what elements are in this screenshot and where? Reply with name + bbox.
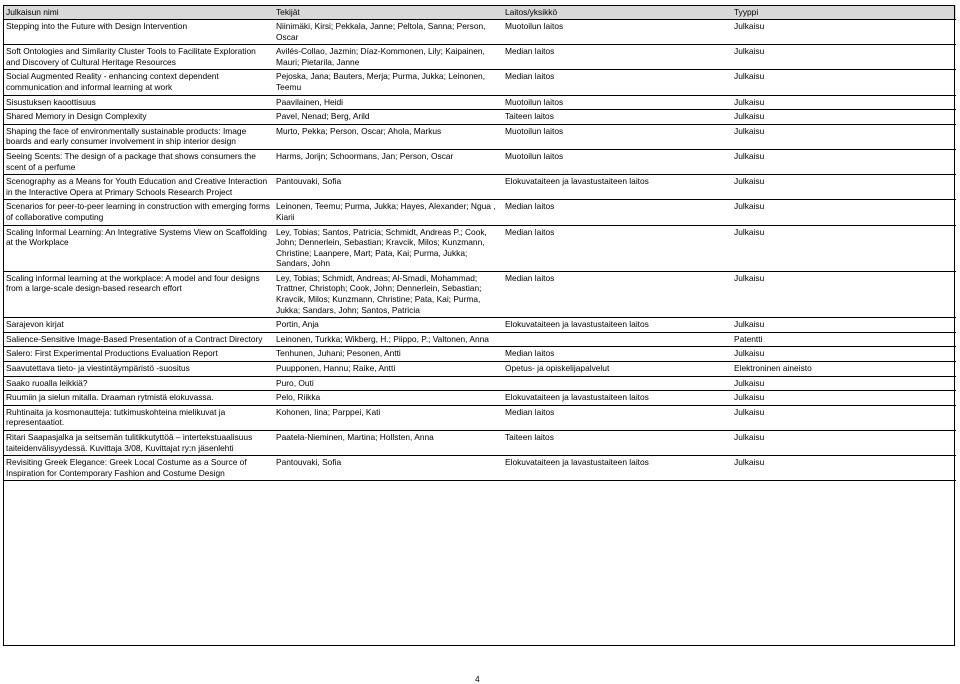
table-row: [3, 45, 956, 70]
cell-authors: Pelo, Riikka: [273, 391, 502, 406]
cell-type: Julkaisu: [731, 95, 956, 110]
cell-unit: Elokuvataiteen ja lavastustaiteen laitos: [502, 175, 731, 200]
cell-type: Julkaisu: [731, 200, 956, 225]
cell-title: Shared Memory in Design Complexity: [3, 110, 273, 125]
table-row: [3, 70, 956, 95]
table-row: [3, 225, 956, 271]
cell-type: Julkaisu: [731, 45, 956, 70]
cell-unit: Opetus- ja opiskelijapalvelut: [502, 362, 731, 377]
table-row: [3, 318, 956, 333]
cell-authors: Puupponen, Hannu; Raike, Antti: [273, 362, 502, 377]
table-row: [3, 456, 956, 481]
cell-unit: Median laitos: [502, 271, 731, 317]
cell-type: Julkaisu: [731, 376, 956, 391]
cell-unit: Muotoilun laitos: [502, 149, 731, 174]
table-row: [3, 405, 956, 430]
cell-type: Julkaisu: [731, 110, 956, 125]
table-row: [3, 332, 956, 347]
cell-type: Julkaisu: [731, 124, 956, 149]
cell-title: Soft Ontologies and Similarity Cluster Tools to Facilitate Exploration and Discovery of Cultural Heritage Resources: [3, 45, 273, 70]
cell-unit: Median laitos: [502, 70, 731, 95]
cell-authors: Leinonen, Turkka; Wikberg, H.; Piippo, P.; Valtonen, Anna: [273, 332, 502, 347]
cell-unit: Median laitos: [502, 200, 731, 225]
column-header-title: Julkaisun nimi: [3, 5, 273, 20]
cell-type: Julkaisu: [731, 271, 956, 317]
cell-title: Ruumiin ja sielun mitalla. Draaman rytmistä elokuvassa.: [3, 391, 273, 406]
cell-type: Elektroninen aineisto: [731, 362, 956, 377]
table-row: [3, 175, 956, 200]
cell-type: Julkaisu: [731, 149, 956, 174]
cell-unit: [502, 332, 731, 347]
table-row: [3, 376, 956, 391]
table-body: [3, 20, 956, 481]
table-row: [3, 124, 956, 149]
cell-unit: Muotoilun laitos: [502, 124, 731, 149]
page-number: 4: [475, 674, 480, 684]
cell-type: Patentti: [731, 332, 956, 347]
cell-unit: Median laitos: [502, 347, 731, 362]
cell-authors: Pejoska, Jana; Bauters, Merja; Purma, Jukka; Leinonen, Teemu: [273, 70, 502, 95]
cell-authors: Harms, Jorijn; Schoormans, Jan; Person, Oscar: [273, 149, 502, 174]
cell-title: Salero: First Experimental Productions Evaluation Report: [3, 347, 273, 362]
cell-unit: Median laitos: [502, 405, 731, 430]
table-row: [3, 95, 956, 110]
cell-authors: Kohonen, Iina; Parppei, Kati: [273, 405, 502, 430]
cell-authors: Pantouvaki, Sofia: [273, 175, 502, 200]
table-row: [3, 347, 956, 362]
cell-title: Saako ruoalla leikkiä?: [3, 376, 273, 391]
cell-title: Stepping into the Future with Design Intervention: [3, 20, 273, 45]
cell-type: Julkaisu: [731, 318, 956, 333]
cell-type: Julkaisu: [731, 347, 956, 362]
cell-title: Salience-Sensitive Image-Based Presentation of a Contract Directory: [3, 332, 273, 347]
cell-unit: [502, 376, 731, 391]
cell-title: Scaling Informal Learning: An Integrative Systems View on Scaffolding at the Workplace: [3, 225, 273, 271]
publications-table: [3, 5, 956, 481]
cell-unit: Muotoilun laitos: [502, 95, 731, 110]
table-row: [3, 110, 956, 125]
cell-authors: Leinonen, Teemu; Purma, Jukka; Hayes, Alexander; Ngua , Kiarii: [273, 200, 502, 225]
cell-unit: Elokuvataiteen ja lavastustaiteen laitos: [502, 456, 731, 481]
table-row: [3, 271, 956, 317]
cell-authors: Pantouvaki, Sofia: [273, 456, 502, 481]
table-header-row: [3, 5, 956, 20]
table-row: [3, 200, 956, 225]
cell-title: Saavutettava tieto- ja viestintäympäristö -suositus: [3, 362, 273, 377]
column-header-authors: Tekijät: [273, 5, 502, 20]
table-row: [3, 149, 956, 174]
cell-title: Ruhtinaita ja kosmonautteja: tutkimuskohteina mielikuvat ja representaatiot.: [3, 405, 273, 430]
cell-unit: Elokuvataiteen ja lavastustaiteen laitos: [502, 391, 731, 406]
cell-authors: Paatela-Nieminen, Martina; Hollsten, Anna: [273, 431, 502, 456]
cell-title: Sarajevon kirjat: [3, 318, 273, 333]
cell-authors: Murto, Pekka; Person, Oscar; Ahola, Markus: [273, 124, 502, 149]
table-row: [3, 362, 956, 377]
cell-title: Shaping the face of environmentally sustainable products: Image boards and early consumer involvement in ship interior design: [3, 124, 273, 149]
cell-unit: Taiteen laitos: [502, 110, 731, 125]
cell-unit: Median laitos: [502, 225, 731, 271]
cell-authors: Avilés-Collao, Jazmin; Díaz-Kommonen, Lily; Kaipainen, Mauri; Pietarila, Janne: [273, 45, 502, 70]
cell-authors: Tenhunen, Juhani; Pesonen, Antti: [273, 347, 502, 362]
cell-type: Julkaisu: [731, 70, 956, 95]
cell-unit: Median laitos: [502, 45, 731, 70]
cell-authors: Pavel, Nenad; Berg, Arild: [273, 110, 502, 125]
cell-type: Julkaisu: [731, 175, 956, 200]
cell-authors: Ley, Tobias; Santos, Patricia; Schmidt, Andreas P.; Cook, John; Dennerlein, Sebastian; Kravcik, Milos; Kunzmann, Christine; Laanpere, Mart; Pata, Kai; Purma, Jukka; Sandars, John: [273, 225, 502, 271]
cell-authors: Paavilainen, Heidi: [273, 95, 502, 110]
cell-title: Scenarios for peer-to-peer learning in construction with emerging forms of collaborative computing: [3, 200, 273, 225]
cell-unit: Muotoilun laitos: [502, 20, 731, 45]
table-row: [3, 391, 956, 406]
cell-type: Julkaisu: [731, 225, 956, 271]
cell-type: Julkaisu: [731, 20, 956, 45]
cell-title: Sisustuksen kaoottisuus: [3, 95, 273, 110]
cell-type: Julkaisu: [731, 431, 956, 456]
cell-title: Scenography as a Means for Youth Education and Creative Interaction in the Interactive Opera at Primary Schools Research Project: [3, 175, 273, 200]
cell-type: Julkaisu: [731, 391, 956, 406]
column-header-unit: Laitos/yksikkö: [502, 5, 731, 20]
table-row: [3, 20, 956, 45]
cell-title: Seeing Scents: The design of a package that shows consumers the scent of a perfume: [3, 149, 273, 174]
cell-title: Scaling informal learning at the workplace: A model and four designs from a large-scale design-based research effort: [3, 271, 273, 317]
cell-title: Ritari Saapasjalka ja seitsemän tulitikkutyttöä – intertekstuaalisuus taiteidenvälisyydessä. Kuvittaja 3/08, Kuvittajat ry:n jäsenlehti: [3, 431, 273, 456]
cell-title: Social Augmented Reality - enhancing context dependent communication and informal learning at work: [3, 70, 273, 95]
cell-authors: Niinimäki, Kirsi; Pekkala, Janne; Peltola, Sanna; Person, Oscar: [273, 20, 502, 45]
cell-unit: Elokuvataiteen ja lavastustaiteen laitos: [502, 318, 731, 333]
table-row: [3, 431, 956, 456]
cell-authors: Ley, Tobias; Schmidt, Andreas; Al-Smadi, Mohammad; Trattner, Christoph; Cook, John; Dennerlein, Sebastian; Kravcik, Milos; Kunzmann, Christine; Pata, Kai; Purma, Jukka; Sandars, John; Santos, Patricia: [273, 271, 502, 317]
cell-unit: Taiteen laitos: [502, 431, 731, 456]
cell-type: Julkaisu: [731, 405, 956, 430]
cell-authors: Puro, Outi: [273, 376, 502, 391]
cell-title: Revisiting Greek Elegance: Greek Local Costume as a Source of Inspiration for Contemporary Fashion and Costume Design: [3, 456, 273, 481]
cell-type: Julkaisu: [731, 456, 956, 481]
cell-authors: Portin, Anja: [273, 318, 502, 333]
column-header-type: Tyyppi: [731, 5, 956, 20]
